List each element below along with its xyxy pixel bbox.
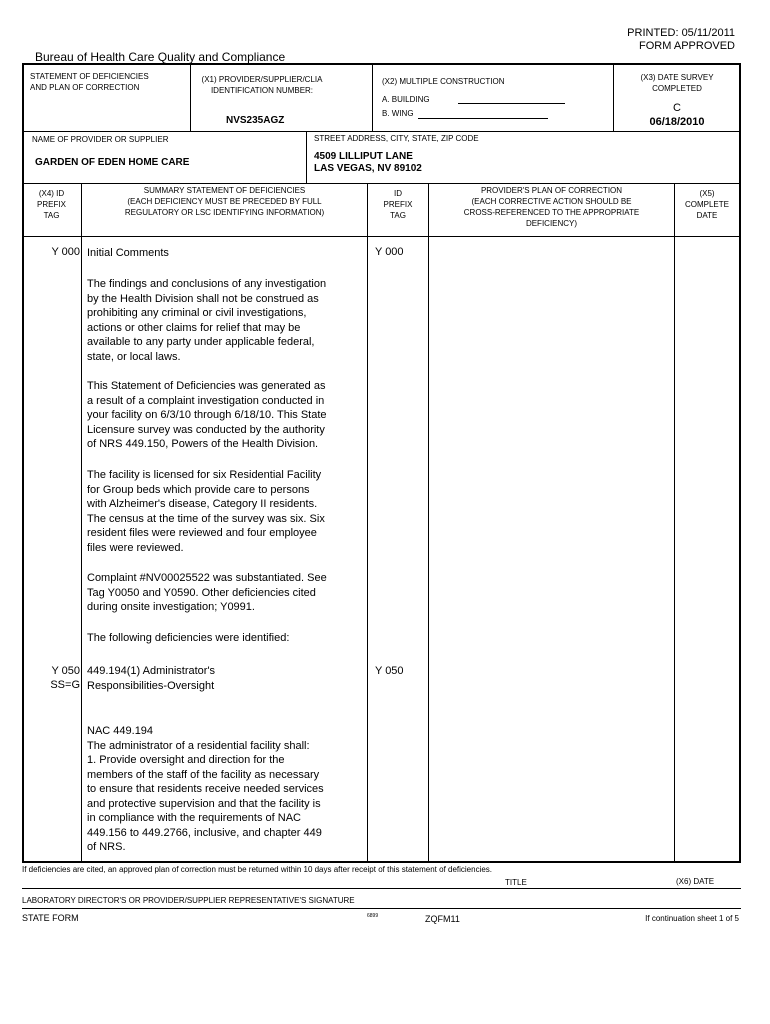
paragraph-following: The following deficiencies were identified:: [87, 632, 290, 644]
wing-line: [418, 118, 548, 119]
x1-value: NVS235AGZ: [226, 115, 285, 126]
paragraph-findings: The findings and conclusions of any investigation by the Health Division shall not be construed as prohibiting any criminal or civil investigations, actions or other claims for relief that may be available to any party under applicable federal, state, or local laws.: [87, 278, 327, 363]
box-bottom-border: [22, 861, 741, 863]
col-x5: (X5) COMPLETE DATE: [684, 189, 729, 220]
continuation-sheet: If continuation sheet 1 of 5: [645, 914, 739, 923]
address-line2: LAS VEGAS, NV 89102: [314, 163, 422, 174]
heading-initial-comments: Initial Comments: [87, 247, 169, 259]
col-plan: PROVIDER'S PLAN OF CORRECTION (EACH CORRECTIVE ACTION SHOULD BE CROSS-REFERENCED TO THE APPROPRIATE DEFICIENCY): [463, 186, 640, 228]
bureau-title: Bureau of Health Care Quality and Compliance: [35, 50, 286, 64]
tag-left-2: Y 050 SS=G: [50, 665, 80, 691]
printed-date: PRINTED: 05/11/2011: [627, 27, 735, 39]
provider-label: NAME OF PROVIDER OR SUPPLIER: [32, 135, 169, 144]
footer-note: If deficiencies are cited, an approved plan of correction must be returned within 10 days after receipt of this statement of deficiencies.: [22, 865, 493, 874]
paragraph-nac: NAC 449.194 The administrator of a residential facility shall: 1. Provide oversight and direction for the members of the staff of the facility as necessary to ensure that residents receive needed services and protective supervision and that the facility is in compliance with the requirements of NAC 449.156 to 449.2766, inclusive, and chapter 449 of NRS.: [87, 725, 324, 853]
building-label: A. BUILDING: [382, 95, 430, 104]
address-label: STREET ADDRESS, CITY, STATE, ZIP CODE: [314, 134, 479, 143]
form-code: ZQFM11: [425, 914, 460, 924]
provider-value: GARDEN OF EDEN HOME CARE: [35, 157, 190, 168]
col-summary: SUMMARY STATEMENT OF DEFICIENCIES (EACH DEFICIENCY MUST BE PRECEDED BY FULL REGULATORY OR LSC IDENTIFYING INFORMATION): [124, 186, 325, 217]
col-id: ID PREFIX TAG: [383, 189, 413, 220]
heading-administrator: 449.194(1) Administrator's Responsibilities-Oversight: [87, 665, 216, 692]
x6-date-label: (X6) DATE: [676, 877, 715, 886]
signature-label: LABORATORY DIRECTOR'S OR PROVIDER/SUPPLIER REPRESENTATIVE'S SIGNATURE: [22, 896, 355, 905]
paragraph-statement: This Statement of Deficiencies was generated as a result of a complaint investigation conducted in your facility on 6/3/10 through 6/18/10. This State Licensure survey was conducted by the authority of NRS 449.150, Powers of the Health Division.: [87, 380, 327, 450]
col-x4: (X4) ID PREFIX TAG: [37, 189, 66, 220]
paragraph-facility: The facility is licensed for six Residential Facility for Group beds which provide care to persons with Alzheimer's disease, Category II residents. The census at the time of the survey was six. Six resident files were reviewed and four employee files were reviewed.: [87, 469, 325, 554]
state-form: STATE FORM: [22, 913, 79, 923]
x2-label: (X2) MULTIPLE CONSTRUCTION: [382, 77, 505, 86]
title-label: TITLE: [505, 878, 527, 887]
statement-label: STATEMENT OF DEFICIENCIES AND PLAN OF CORRECTION: [30, 72, 149, 92]
x3-label: (X3) DATE SURVEY COMPLETED: [640, 73, 714, 93]
building-line: [458, 103, 565, 104]
box-top-border: [22, 63, 741, 65]
x3-code: C: [673, 102, 681, 114]
tag-left-1: Y 000: [51, 246, 80, 258]
x3-date: 06/18/2010: [649, 116, 705, 128]
form-approved: FORM APPROVED: [639, 40, 735, 52]
tag-right-2: Y 050: [375, 665, 404, 677]
wing-label: B. WING: [382, 109, 414, 118]
tag-right-1: Y 000: [375, 246, 404, 258]
paragraph-complaint: Complaint #NV00025522 was substantiated. See Tag Y0050 and Y0590. Other deficiencies cited during onsite investigation; Y0991.: [87, 572, 327, 613]
address-line1: 4509 LILLIPUT LANE: [314, 151, 413, 162]
form-number: 6899: [367, 913, 379, 919]
x1-label: (X1) PROVIDER/SUPPLIER/CLIA IDENTIFICATION NUMBER:: [201, 75, 323, 95]
